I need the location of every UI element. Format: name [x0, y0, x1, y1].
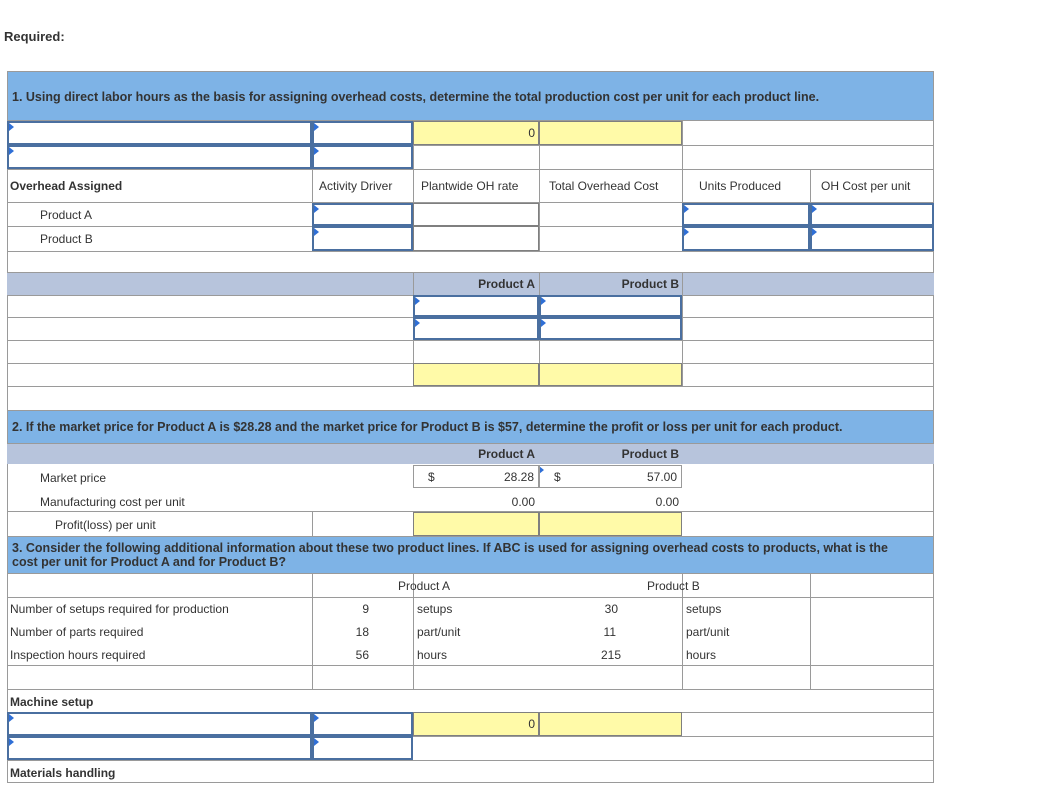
machine-setup-input-2[interactable] [7, 736, 312, 760]
parts-label: Number of parts required [10, 625, 144, 639]
q2-product-a-header: Product A [478, 447, 535, 461]
oh-cost-b-input[interactable] [810, 226, 934, 251]
inspection-label: Inspection hours required [10, 648, 146, 662]
q1-row-product-b: Product B [40, 232, 93, 246]
question-3-header [7, 536, 934, 574]
question-3-text-line2: cost per unit for Product A and for Product B? [12, 555, 287, 569]
q1-rate-cell[interactable] [539, 121, 682, 145]
q1-driver-input-1[interactable] [312, 121, 413, 145]
market-price-label: Market price [40, 471, 107, 485]
machine-setup-total-cell [413, 712, 539, 736]
activity-driver-b-input[interactable] [312, 226, 413, 251]
q1-total-value: 0 [528, 126, 535, 140]
q1-total-cell [413, 121, 539, 145]
q1-label-input-2[interactable] [7, 145, 312, 169]
machine-setup-value: 0 [528, 717, 535, 731]
q1-product-b-header: Product B [621, 277, 679, 291]
setups-b-unit: setups [686, 602, 722, 616]
q3-product-b-header: Product B [647, 579, 700, 593]
activity-driver-header: Activity Driver [319, 179, 393, 193]
question-1-header [7, 71, 934, 121]
inspection-b-unit: hours [686, 648, 717, 662]
market-price-a-value: 28.28 [503, 470, 534, 484]
oh-cost-a-input[interactable] [810, 203, 934, 226]
q1-driver-input-2[interactable] [312, 145, 413, 169]
inspection-b-value: 215 [600, 648, 621, 662]
q1-product-a-header: Product A [478, 277, 535, 291]
parts-b-value: 11 [603, 625, 616, 639]
total-cost-a-cell [413, 363, 539, 386]
machine-setup-label: Machine setup [10, 695, 94, 709]
market-price-b-cell [539, 465, 682, 488]
question-1-text: 1. Using direct labor hours as the basis for assigning overhead costs, determine the total production cost per unit for each product line. [12, 90, 820, 104]
total-overhead-cost-header: Total Overhead Cost [549, 179, 659, 193]
market-price-a-cell [413, 465, 539, 488]
materials-handling-label: Materials handling [10, 766, 116, 780]
parts-a-unit: part/unit [417, 625, 461, 639]
question-2-text: 2. If the market price for Product A is $28.28 and the market price for Product B is $57, determine the profit or loss per unit for each product. [12, 420, 843, 434]
units-produced-b-input[interactable] [682, 226, 810, 251]
manufacturing-cost-label: Manufacturing cost per unit [40, 495, 185, 509]
currency-a: $ [428, 470, 435, 484]
setups-a-value: 9 [362, 602, 369, 616]
cost-b-input-1[interactable] [539, 295, 682, 317]
q1-label-input-1[interactable] [7, 121, 312, 145]
cost-b-input-2[interactable] [539, 317, 682, 340]
units-produced-header: Units Produced [699, 179, 782, 193]
parts-a-value: 18 [355, 625, 369, 639]
machine-setup-input-1[interactable] [7, 712, 312, 736]
plantwide-oh-rate-header: Plantwide OH rate [421, 179, 519, 193]
setups-a-unit: setups [417, 602, 453, 616]
plantwide-rate-a-input[interactable] [413, 203, 539, 226]
profit-a-cell [413, 512, 539, 536]
q2-product-b-header: Product B [621, 447, 679, 461]
question-3-text-line1: 3. Consider the following additional information about these two product lines. If ABC is used for assigning overhead costs to products, what is the [12, 541, 889, 555]
mfg-cost-a-value: 0.00 [511, 495, 535, 509]
q3-product-a-header: Product A [398, 579, 451, 593]
required-label: Required: [4, 29, 65, 44]
inspection-a-value: 56 [355, 648, 369, 662]
setups-b-value: 30 [604, 602, 618, 616]
cost-a-input-1[interactable] [413, 295, 539, 317]
mfg-cost-b-value: 0.00 [655, 495, 679, 509]
question-2-header [7, 410, 934, 444]
profit-loss-label: Profit(loss) per unit [55, 518, 156, 532]
market-price-b-value: 57.00 [646, 470, 677, 484]
cost-a-input-2[interactable] [413, 317, 539, 340]
machine-setup-driver-input-2[interactable] [312, 736, 413, 760]
units-produced-a-input[interactable] [682, 203, 810, 226]
machine-setup-rate-cell[interactable] [539, 712, 682, 736]
total-cost-b-cell [539, 363, 682, 386]
plantwide-rate-b-input[interactable] [413, 226, 539, 251]
inspection-a-unit: hours [417, 648, 448, 662]
activity-driver-a-input[interactable] [312, 203, 413, 226]
machine-setup-driver-input-1[interactable] [312, 712, 413, 736]
parts-b-unit: part/unit [686, 625, 730, 639]
setups-label: Number of setups required for production [10, 602, 229, 616]
profit-b-cell [539, 512, 682, 536]
q1-row-product-a: Product A [40, 208, 93, 222]
currency-b: $ [554, 470, 561, 484]
oh-cost-per-unit-header: OH Cost per unit [821, 179, 911, 193]
overhead-assigned-header: Overhead Assigned [10, 179, 123, 193]
